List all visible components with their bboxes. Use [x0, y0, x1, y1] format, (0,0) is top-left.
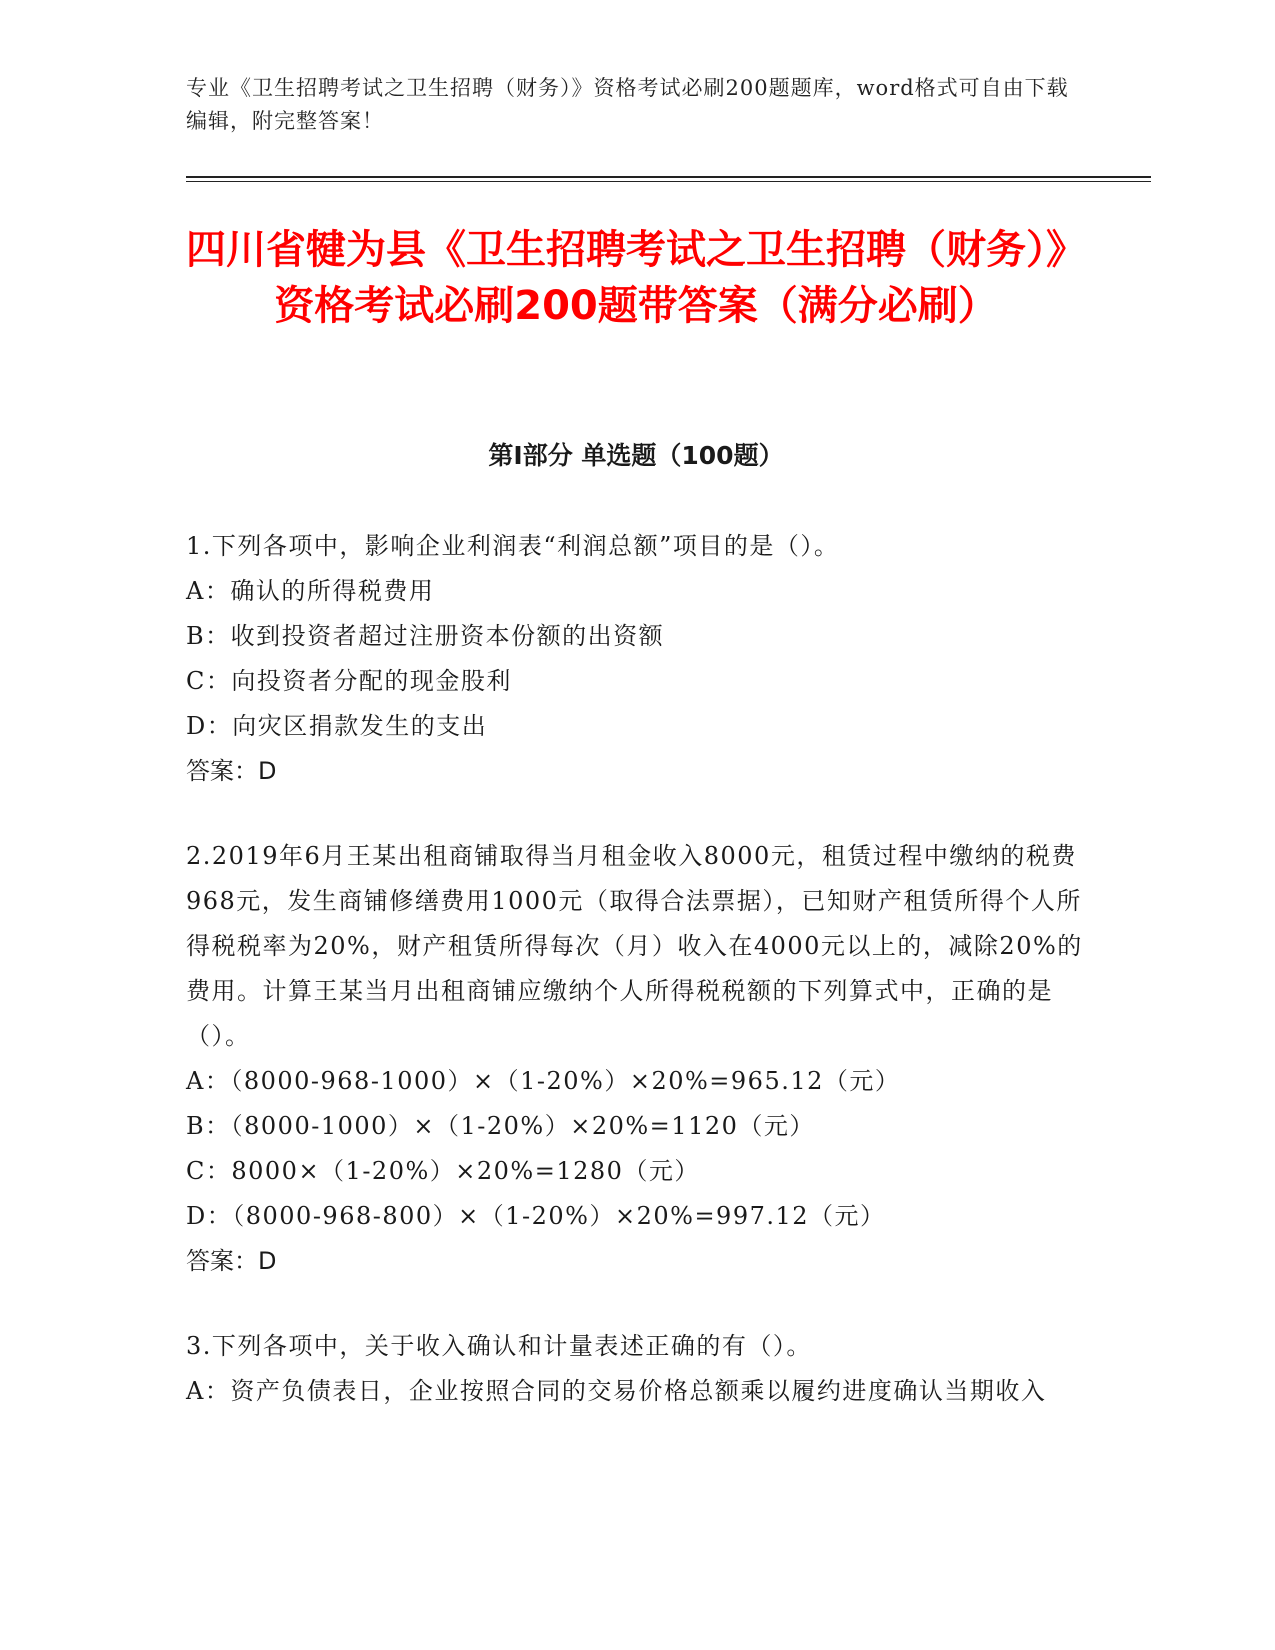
option-a: A：（8000-968-1000）×（1-20%）×20%=965.12（元） [186, 1067, 901, 1095]
document-title: 四川省犍为县《卫生招聘考试之卫生招聘（财务）》资格考试必刷200题带答案（满分必刷） [186, 227, 1086, 329]
option-c: C：向投资者分配的现金股利 [186, 667, 512, 695]
question-1 [186, 524, 1086, 794]
answer: 答案：D [186, 1247, 277, 1275]
section-title: 第I部分 单选题（100题） [488, 441, 784, 470]
option-a: A：资产负债表日，企业按照合同的交易价格总额乘以履约进度确认当期收入 [186, 1377, 1047, 1405]
question-stem: 1.下列各项中，影响企业利润表“利润总额”项目的是（）。 [186, 532, 840, 560]
answer: 答案：D [186, 757, 277, 785]
header-rule-thin [186, 181, 1151, 182]
header-note: 专业《卫生招聘考试之卫生招聘（财务）》资格考试必刷200题题库，word格式可自由下载编辑，附完整答案！ [186, 76, 1069, 133]
header-rule-thick [186, 176, 1151, 178]
option-d: D：向灾区捐款发生的支出 [186, 712, 488, 740]
option-b: B：（8000-1000）×（1-20%）×20%=1120（元） [186, 1112, 815, 1140]
option-b: B：收到投资者超过注册资本份额的出资额 [186, 622, 665, 650]
option-d: D：（8000-968-800）×（1-20%）×20%=997.12（元） [186, 1202, 886, 1230]
option-c: C：8000×（1-20%）×20%=1280（元） [186, 1157, 700, 1185]
question-2 [186, 834, 1086, 1284]
option-a: A：确认的所得税费用 [186, 577, 435, 605]
question-list [186, 524, 1086, 1454]
question-stem: 2.2019年6月王某出租商铺取得当月租金收入8000元，租赁过程中缴纳的税费968元，发生商铺修缮费用1000元（取得合法票据），已知财产租赁所得个人所得税税率为20%，财产租赁所得每次（月）收入在4000元以上的，减除20%的费用。计算王某当月出租商铺应缴纳个人所得税税额的下列算式中，正确的是（）。 [186, 842, 1083, 1050]
question-3 [186, 1324, 1086, 1414]
question-stem: 3.下列各项中，关于收入确认和计量表述正确的有（）。 [186, 1332, 812, 1360]
